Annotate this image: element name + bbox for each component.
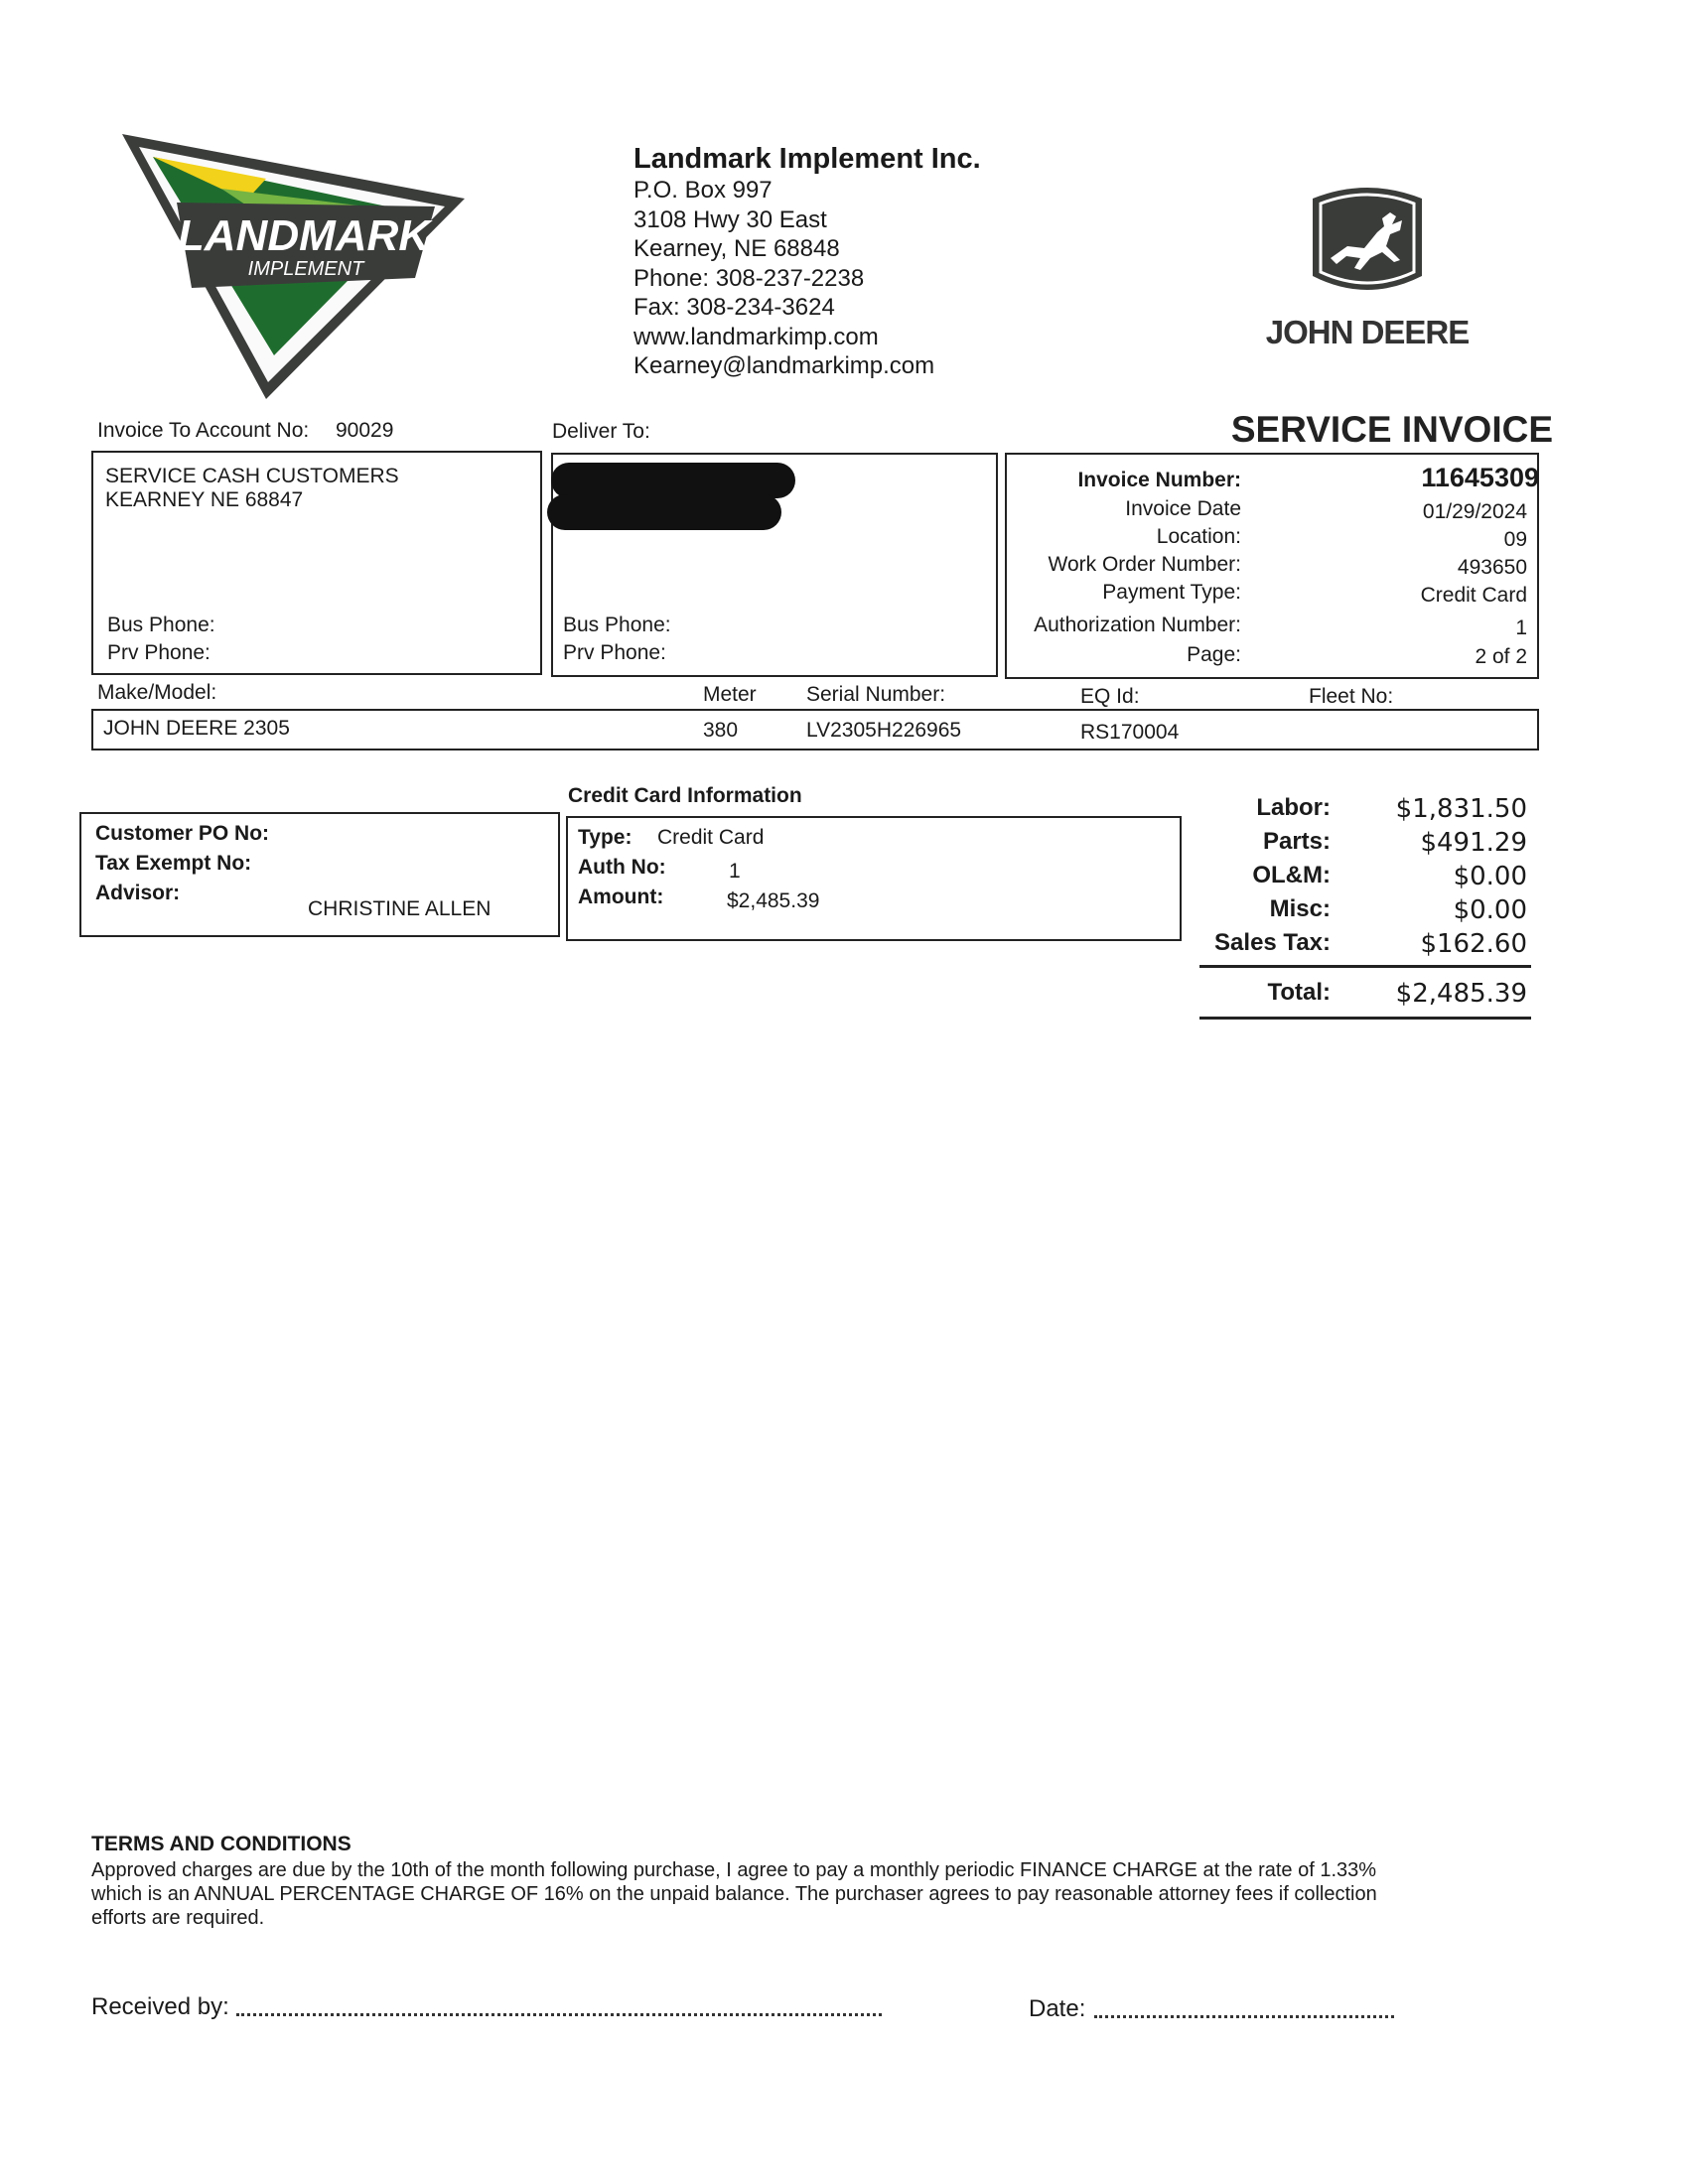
invoice-date-label: Invoice Date: [1125, 497, 1241, 520]
landmark-logo: [117, 129, 475, 407]
meter-value: 380: [703, 719, 739, 742]
work-order-value: 493650: [1457, 556, 1527, 579]
company-po-box: P.O. Box 997: [633, 177, 773, 204]
cc-auth-value: 1: [729, 860, 741, 883]
company-name: Landmark Implement Inc.: [633, 143, 981, 175]
authorization-value: 1: [1515, 616, 1527, 639]
customer-po-label: Customer PO No:: [95, 822, 270, 845]
eq-id-value: RS170004: [1080, 721, 1180, 744]
location-value: 09: [1503, 528, 1527, 551]
sales-tax-label: Sales Tax:: [1214, 929, 1331, 956]
olm-label: OL&M:: [1252, 862, 1331, 888]
misc-label: Misc:: [1269, 895, 1331, 922]
invoice-date-value: 01/29/2024: [1422, 500, 1527, 523]
bill-to-box: [91, 451, 542, 675]
make-model-header: Make/Model:: [97, 681, 217, 704]
invoice-number-label: Invoice Number:: [1077, 469, 1241, 491]
date-signature-line[interactable]: [1094, 2015, 1394, 2018]
logo-text-main: LANDMARK: [177, 211, 431, 260]
bill-to-line2: KEARNEY NE 68847: [105, 488, 304, 511]
invoice-number-value: 11645309: [1421, 463, 1539, 492]
make-model-value: JOHN DEERE 2305: [103, 717, 290, 740]
location-label: Location:: [1156, 525, 1241, 548]
company-city: Kearney, NE 68848: [633, 235, 840, 262]
redaction-mark: [551, 463, 795, 498]
company-fax: Fax: 308-234-3624: [633, 294, 835, 321]
terms-line-2: which is an ANNUAL PERCENTAGE CHARGE OF 16% on the unpaid balance. The purchaser agrees to pay reasonable attorney fees if collection: [91, 1883, 1377, 1905]
labor-label: Labor:: [1256, 794, 1331, 821]
terms-heading: TERMS AND CONDITIONS: [91, 1833, 352, 1855]
authorization-label: Authorization Number:: [1034, 614, 1241, 636]
misc-value: $0.00: [1453, 895, 1527, 925]
page-value: 2 of 2: [1475, 645, 1527, 668]
received-by-label: Received by:: [91, 1993, 229, 2020]
john-deere-logo: [1303, 181, 1432, 302]
advisor-label: Advisor:: [95, 882, 181, 904]
account-number: 90029: [336, 419, 394, 442]
page-label: Page:: [1187, 643, 1241, 666]
parts-value: $491.29: [1420, 828, 1527, 858]
john-deere-wordmark: JOHN DEERE: [1265, 314, 1470, 350]
equipment-row: [91, 709, 1539, 751]
credit-card-heading: Credit Card Information: [568, 784, 802, 807]
received-by-signature-line[interactable]: [236, 2013, 882, 2016]
work-order-label: Work Order Number:: [1048, 553, 1241, 576]
tax-exempt-label: Tax Exempt No:: [95, 852, 252, 875]
deliver-to-bus-phone-label: Bus Phone:: [563, 614, 671, 636]
terms-section: [91, 1833, 1561, 1930]
total-value: $2,485.39: [1395, 979, 1527, 1009]
terms-line-3: efforts are required.: [91, 1907, 265, 1929]
fleet-header: Fleet No:: [1309, 685, 1394, 708]
totals-underline: [1199, 1017, 1531, 1020]
company-website: www.landmarkimp.com: [633, 323, 879, 350]
page-title: SERVICE INVOICE: [1230, 409, 1553, 450]
date-label: Date:: [1029, 1995, 1086, 2022]
totals-divider: [1199, 965, 1531, 968]
sales-tax-value: $162.60: [1420, 929, 1527, 959]
bill-to-prv-phone-label: Prv Phone:: [107, 641, 211, 664]
account-label: Invoice To Account No:: [97, 419, 310, 442]
serial-header: Serial Number:: [806, 683, 946, 706]
company-header: [633, 143, 981, 381]
payment-type-value: Credit Card: [1420, 584, 1527, 607]
invoice-info-box: [1005, 453, 1539, 679]
serial-value: LV2305H226965: [806, 719, 962, 742]
total-label: Total:: [1267, 979, 1331, 1006]
deliver-to-label: Deliver To:: [552, 420, 650, 443]
cc-type-value: Credit Card: [657, 826, 765, 849]
company-street: 3108 Hwy 30 East: [633, 205, 827, 233]
payment-type-label: Payment Type:: [1102, 581, 1241, 604]
meter-header: Meter: [703, 683, 757, 706]
customer-box: [79, 812, 560, 937]
labor-value: $1,831.50: [1395, 794, 1527, 824]
company-phone: Phone: 308-237-2238: [633, 264, 865, 292]
cc-amount-label: Amount:: [578, 886, 664, 908]
parts-label: Parts:: [1262, 828, 1331, 855]
terms-line-1: Approved charges are due by the 10th of the month following purchase, I agree to pay a monthly periodic FINANCE CHARGE at the rate of 1.33%: [91, 1859, 1377, 1881]
advisor-value: CHRISTINE ALLEN: [308, 897, 492, 920]
company-email: Kearney@landmarkimp.com: [633, 352, 935, 379]
redaction-mark: [547, 494, 781, 530]
olm-value: $0.00: [1453, 862, 1527, 891]
cc-amount-value: $2,485.39: [727, 889, 820, 912]
eq-id-header: EQ Id:: [1080, 685, 1140, 708]
credit-card-box: [566, 816, 1182, 941]
logo-text-sub: IMPLEMENT: [247, 258, 364, 280]
deliver-to-prv-phone-label: Prv Phone:: [563, 641, 666, 664]
bill-to-line1: SERVICE CASH CUSTOMERS: [105, 465, 399, 487]
deliver-to-box: [551, 453, 998, 677]
bill-to-bus-phone-label: Bus Phone:: [107, 614, 215, 636]
cc-type-label: Type:: [578, 826, 633, 849]
cc-auth-label: Auth No:: [578, 856, 666, 879]
